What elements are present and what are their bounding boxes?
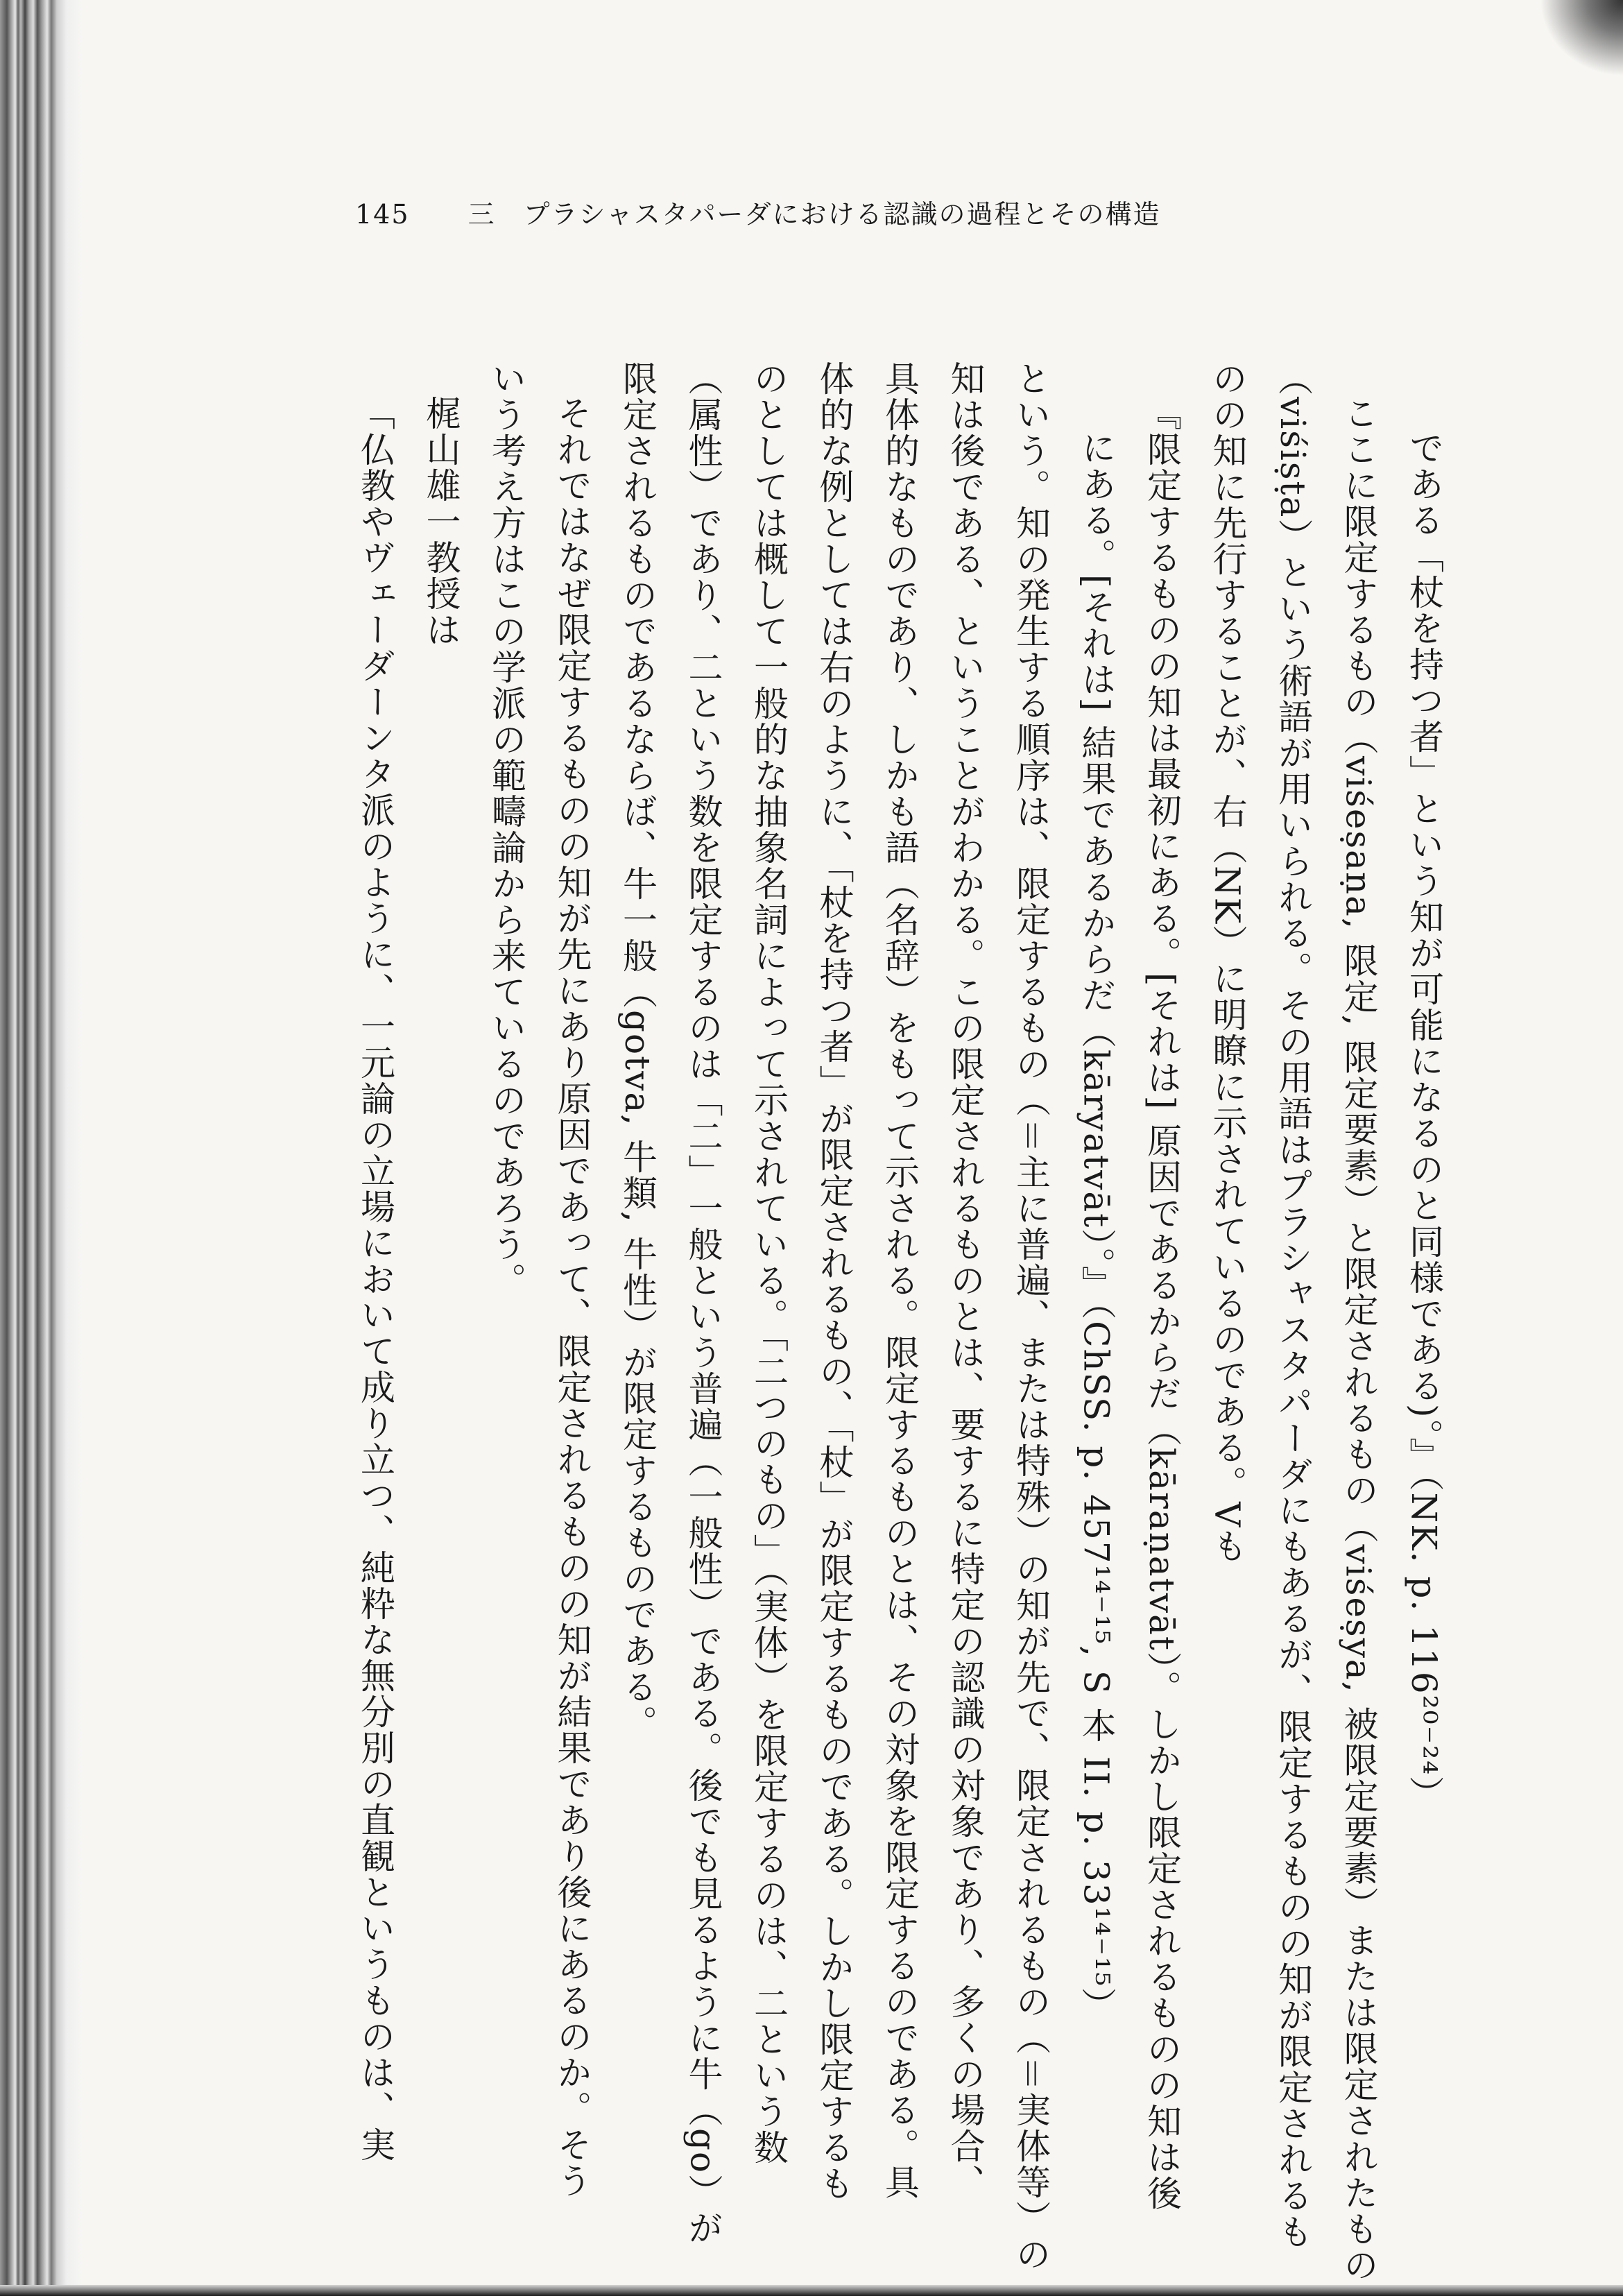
text-line: にある。[それは] 結果であるからだ（kāryatvāt）。』（ChSS. p. 457¹⁴⁻¹⁵, S 本 II. p. 33¹⁴⁻¹⁵） — [1076, 430, 1117, 2024]
text-line: 「仏教やヴェーダーンタ派のように、一元論の立場において成り立つ、純粋な無分別の直観というものは、実 — [355, 395, 395, 2163]
text-line: 具体的なものであり、しかも語（名辞）をもって示される。限定するものとは、その対象を限定するのである。具 — [879, 361, 920, 2200]
text-line: いう考え方はこの学派の範疇論から来ているのであろう。 — [486, 361, 526, 1299]
text-line: 知は後である、ということがわかる。この限定されるものとは、要するに特定の認識の対象であり、多くの場合、 — [945, 361, 986, 2200]
text-line: である「杖を持つ者」という知が可能になるのと同様である)。』（NK. p. 116²⁰⁻²⁴） — [1404, 430, 1444, 1813]
scan-bottom-edge — [0, 2285, 1623, 2296]
scan-corner-shadow — [1540, 0, 1623, 76]
text-line: という。知の発生する順序は、限定するもの（＝主に普遍、または特殊）の知が先で、限定されるもの（＝実体等）の — [1011, 361, 1051, 2272]
text-line: 梶山雄一教授は — [420, 395, 461, 648]
text-line: 限定されるものであるならば、牛一般（gotva, 牛類, 牛性）が限定するものである。 — [617, 361, 658, 1741]
text-line: のの知に先行することが、右（NK）に明瞭に示されているのである。Vも — [1207, 361, 1248, 1565]
text-line: （viśiṣṭa）という術語が用いられる。その用語はプラシャスタパーダにもあるが、限定するものの知が限定されるも — [1273, 361, 1313, 2250]
text-line: 『限定するものの知は最初にある。[それは] 原因であるからだ（kāraṇatvāt）。しかし限定されるものの知は後 — [1142, 395, 1182, 2211]
scan-binding-shadow — [0, 0, 82, 2296]
text-line: （属性）であり、二という数を限定するのは「二」一般という普遍（一般性）である。後でも見るように牛（go）が — [682, 361, 723, 2247]
chapter-title: 三 プラシャスタパーダにおける認識の過程とその構造 — [467, 199, 1161, 230]
running-header — [355, 193, 1161, 234]
text-line: それではなぜ限定するものの知が先にあり原因であって、限定されるものの知が結果であり後にあるのか。そう — [551, 395, 592, 2199]
body-text — [347, 361, 1457, 2284]
page-number: 145 — [355, 199, 410, 230]
text-line: のとしては概して一般的な抽象名詞によって示されている。「二つのもの」（実体）を限定するのは、二という数 — [748, 361, 789, 2166]
text-line: 体的な例としては右のように、「杖を持つ者」が限定されるもの、「杖」が限定するものである。しかし限定するも — [814, 361, 855, 2202]
text-line: ここに限定するもの（viśeṣaṇa, 限定, 限定要素）と限定されるもの（viśeṣya, 被限定要素）または限定されたもの — [1338, 395, 1379, 2284]
